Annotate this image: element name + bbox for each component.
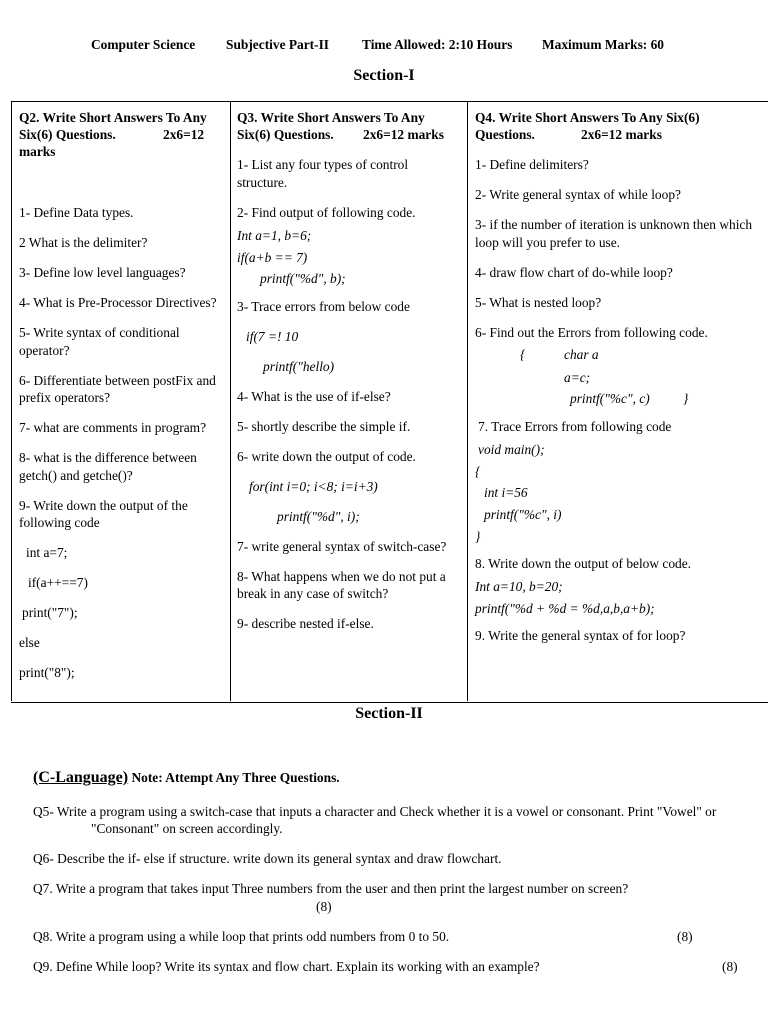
section-2-title: Section-II <box>355 705 423 722</box>
q4-item: 1- Define delimiters? <box>475 157 589 172</box>
language-label: (C-Language) <box>33 769 129 786</box>
time-allowed: Time Allowed: 2:10 Hours <box>362 37 513 52</box>
q2-item: 9- Write down the output of the <box>19 498 188 513</box>
q4-item: 7. Trace Errors from following code <box>478 419 672 434</box>
q5-line1: Q5- Write a program using a switch-case that inputs a character and Check whether it is a vowel or consonant. Print "Vowel" or <box>33 804 717 819</box>
q7-text: Q7. Write a program that takes input Three numbers from the user and then print the largest number on screen? <box>33 881 629 896</box>
q4-item: 9. Write the general syntax of for loop? <box>475 628 686 643</box>
q3-code-line: for(int i=0; i<8; i=i+3) <box>249 479 378 494</box>
q9-marks: (8) <box>722 959 738 974</box>
q4-item: 2- Write general syntax of while loop? <box>475 187 681 202</box>
q4-item: 4- draw flow chart of do-while loop? <box>475 265 673 280</box>
q4-item: 8. Write down the output of below code. <box>475 556 692 571</box>
q3-heading-line1: Q3. Write Short Answers To Any <box>237 110 425 125</box>
q3-heading-marks: 2x6=12 marks <box>363 127 444 142</box>
q2-item: 6- Differentiate between postFix and <box>19 373 216 388</box>
q3-item: 7- write general syntax of switch-case? <box>237 539 447 554</box>
q2-code-line: else <box>19 635 40 650</box>
q3-item: structure. <box>237 175 288 190</box>
q4-item: 3- if the number of iteration is unknown then which <box>475 217 753 232</box>
q4-heading-marks: 2x6=12 marks <box>581 127 662 142</box>
q3-item: 6- write down the output of code. <box>237 449 416 464</box>
q2-item: prefix operators? <box>19 390 111 405</box>
q3-item: break in any case of switch? <box>237 586 389 601</box>
q4-code-line: Int a=10, b=20; <box>475 579 563 594</box>
section-2-heading <box>33 769 340 786</box>
q3-item: 9- describe nested if-else. <box>237 616 374 631</box>
q2-item: 1- Define Data types. <box>19 205 134 220</box>
q3-code-line: printf("%d", b); <box>260 271 346 286</box>
q2-heading-line2: Six(6) Questions. <box>19 127 116 142</box>
q3-item: 2- Find output of following code. <box>237 205 416 220</box>
q4-item: 6- Find out the Errors from following code. <box>475 325 708 340</box>
table-divider-1 <box>230 101 231 701</box>
q4-code-line: char a <box>564 347 599 362</box>
q6-text: Q6- Describe the if- else if structure. write down its general syntax and draw flowchart. <box>33 851 502 866</box>
q3-code-line: printf("%d", i); <box>277 509 360 524</box>
q4-code-line: } <box>475 529 481 544</box>
q3-code-line: if(7 =! 10 <box>246 329 299 344</box>
subject-label: Computer Science <box>91 37 196 52</box>
q4-code-line: { <box>475 464 481 479</box>
q2-item: 8- what is the difference between <box>19 450 197 465</box>
maximum-marks: Maximum Marks: 60 <box>542 37 664 52</box>
q4-code-line: int i=56 <box>484 485 528 500</box>
q4-code-line: { <box>520 347 526 362</box>
q4-code-line: void main(); <box>478 442 545 457</box>
q2-item: getch() and getche()? <box>19 468 133 483</box>
q3-item: 4- What is the use of if-else? <box>237 389 391 404</box>
q2-item: 7- what are comments in program? <box>19 420 207 435</box>
q3-code-line: if(a+b == 7) <box>237 250 308 265</box>
q3-item: 5- shortly describe the simple if. <box>237 419 411 434</box>
q3-item: 3- Trace errors from below code <box>237 299 410 314</box>
q4-heading-line2: Questions. <box>475 127 535 142</box>
q2-code-line: int a=7; <box>26 545 68 560</box>
q3-code-line: Int a=1, b=6; <box>237 228 312 243</box>
q3-item: 1- List any four types of control <box>237 157 409 172</box>
q2-item: 3- Define low level languages? <box>19 265 186 280</box>
q3-heading-line2: Six(6) Questions. <box>237 127 334 142</box>
section-1-title: Section-I <box>353 67 415 84</box>
q4-code-line: printf("%c", i) <box>484 507 562 522</box>
q7-marks: (8) <box>316 899 332 914</box>
q3-code-line: printf("hello) <box>263 359 335 374</box>
q2-heading-line3: marks <box>19 144 56 159</box>
q2-item: following code <box>19 515 100 530</box>
q2-code-line: print("8"); <box>19 665 75 680</box>
section-2-note: Note: Attempt Any Three Questions. <box>131 770 340 785</box>
q2-code-line: print("7"); <box>22 605 78 620</box>
q8-text: Q8. Write a program using a while loop that prints odd numbers from 0 to 50. <box>33 929 450 944</box>
q3-item: 8- What happens when we do not put a <box>237 569 446 584</box>
q4-code-line: } <box>683 391 689 406</box>
q4-item: loop will you prefer to use. <box>475 235 621 250</box>
q2-code-line: if(a++==7) <box>28 575 88 590</box>
q2-item: operator? <box>19 343 70 358</box>
q4-code-line: a=c; <box>564 370 591 385</box>
q4-code-line: printf("%d + %d = %d,a,b,a+b); <box>475 601 655 616</box>
exam-header <box>0 36 768 54</box>
q4-item: 5- What is nested loop? <box>475 295 602 310</box>
q2-heading-line1: Q2. Write Short Answers To Any <box>19 110 207 125</box>
q9-text: Q9. Define While loop? Write its syntax and flow chart. Explain its working with an example? <box>33 959 540 974</box>
q5-line2: "Consonant" on screen accordingly. <box>91 821 283 836</box>
q2-item: 2 What is the delimiter? <box>19 235 148 250</box>
q4-code-line: printf("%c", c) <box>570 391 650 406</box>
table-border-left <box>11 101 12 701</box>
q8-marks: (8) <box>677 929 693 944</box>
table-divider-2 <box>467 101 468 701</box>
q2-item: 4- What is Pre-Processor Directives? <box>19 295 217 310</box>
q2-heading-marks: 2x6=12 <box>163 127 205 142</box>
q2-item: 5- Write syntax of conditional <box>19 325 180 340</box>
q4-heading-line1: Q4. Write Short Answers To Any Six(6) <box>475 110 700 125</box>
part-label: Subjective Part-II <box>226 37 330 52</box>
